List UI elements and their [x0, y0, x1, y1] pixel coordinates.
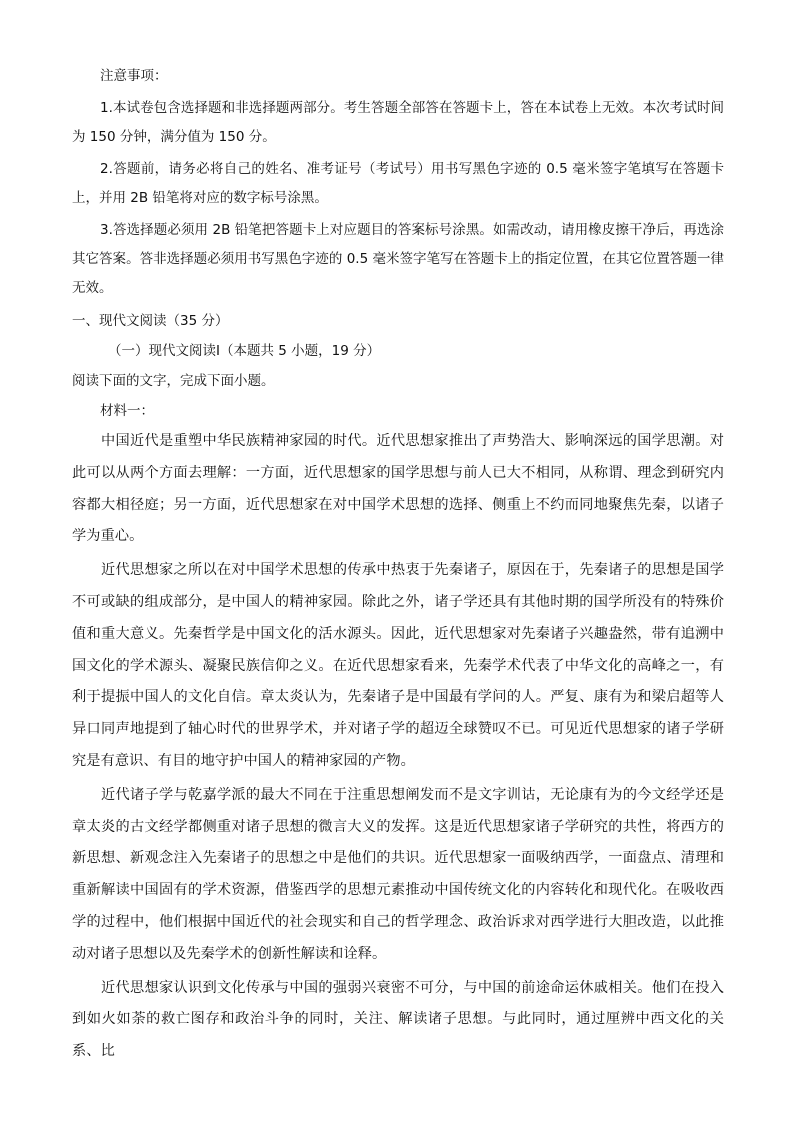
material-label: 材料一：: [100, 403, 154, 419]
subsection-title: （一）现代文阅读Ⅰ（本题共 5 小题，19 分）: [108, 343, 381, 359]
passage-paragraph-4: 近代思想家认识到文化传承与中国的强弱兴衰密不可分，与中国的前途命运休戚相关。他们在投入到如火如荼的救亡图存和政治斗争的同时，关注、解读诸子思想。与此同时，通过厘辨中西文化的关系、比: [72, 979, 724, 1060]
passage-paragraph-3: 近代诸子学与乾嘉学派的最大不同在于注重思想阐发而不是文字训诂，无论康有为的今文经学还是章太炎的古文经学都侧重对诸子思想的微言大义的发挥。这是近代思想家诸子学研究的共性，将西方的新思想、新观念注入先秦诸子的思想之中是他们的共识。近代思想家一面吸纳西学，一面盘点、清理和重新解读中国固有的学术资源，借鉴西学的思想元素推动中国传统文化的内容转化和现代化。在吸收西学的过程中，他们根据中国近代的社会现实和自己的哲学理念、政治诉求对西学进行大胆改造，以此推动对诸子思想以及先秦学术的创新性解读和诠释。: [72, 786, 724, 962]
notice-item-2: 2.答题前，请务必将自己的姓名、准考证号（考试号）用书写黑色字迹的 0.5 毫米签字笔填写在答题卡上，并用 2B 铅笔将对应的数字标号涂黑。: [72, 161, 724, 206]
notice-item-3: 3.答选择题必须用 2B 铅笔把答题卡上对应题目的答案标号涂黑。如需改动，请用橡皮擦干净后，再选涂其它答案。答非选择题必须用书写黑色字迹的 0.5 毫米签字笔写在答题卡上的指定位置，在其它位置答题一律无效。: [72, 222, 724, 296]
exam-page: [72, 62, 724, 1070]
reading-instruction: 阅读下面的文字，完成下面小题。: [72, 373, 275, 389]
passage-paragraph-2: 近代思想家之所以在对中国学术思想的传承中热衷于先秦诸子，原因在于，先秦诸子的思想是国学不可或缺的组成部分，是中国人的精神家园。除此之外，诸子学还具有其他时期的国学所没有的特殊价值和重大意义。先秦哲学是中国文化的活水源头。因此，近代思想家对先秦诸子兴趣盎然，带有追溯中国文化的学术源头、凝聚民族信仰之义。在近代思想家看来，先秦学术代表了中华文化的高峰之一，有利于提振中国人的文化自信。章太炎认为，先秦诸子是中国最有学问的人。严复、康有为和梁启超等人异口同声地提到了轴心时代的世界学术，并对诸子学的超迈全球赞叹不已。可见近代思想家的诸子学研究是有意识、有目的地守护中国人的精神家园的产物。: [72, 562, 724, 769]
passage-body: [72, 426, 724, 1068]
passage-paragraph-1: 中国近代是重塑中华民族精神家园的时代。近代思想家推出了声势浩大、影响深远的国学思潮。对此可以从两个方面去理解：一方面，近代思想家的国学思想与前人已大不相同，从称谓、理念到研究内容都大相径庭；另一方面，近代思想家在对中国学术思想的选择、侧重上不约而同地聚焦先秦，以诸子学为重心。: [72, 433, 724, 545]
notice-item-1: 1.本试卷包含选择题和非选择题两部分。考生答题全部答在答题卡上，答在本试卷上无效。本次考试时间为 150 分钟，满分值为 150 分。: [72, 100, 724, 145]
section-title: 一、现代文阅读（35 分）: [72, 313, 229, 329]
notice-heading: 注意事项：: [100, 68, 168, 84]
notice-block: [72, 62, 724, 303]
